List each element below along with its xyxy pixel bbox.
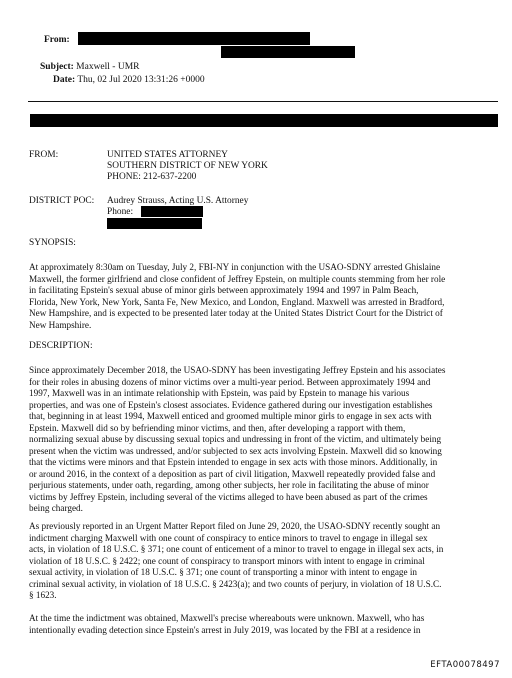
- date-line: Date: Thu, 02 Jul 2020 13:31:26 +0000: [53, 75, 205, 85]
- description-line: acts, in violation of 18 U.S.C. § 371; one count of enticement of a minor to travel to engage in illegal sex acts, in: [29, 544, 444, 554]
- description-line: or around 2016, in the context of a deposition as part of civil litigation, Maxwell repeatedly provided false and: [29, 468, 436, 479]
- redacted-from-2: [221, 46, 355, 58]
- synopsis-line: Florida, New York, New York, Santa Fe, New Mexico, and London, England. Maxwell was arrested in Bradford,: [29, 296, 445, 307]
- description-line: § 1623.: [29, 590, 57, 600]
- memo-from-line-3: PHONE: 212-637-2200: [107, 172, 197, 182]
- synopsis-line: New Hampshire, and is expected to be presented later today at the United States District Court for the District of: [29, 308, 443, 318]
- description-line: normalizing sexual abuse by discussing sexual topics and undressing in front of the victim, and ultimately being: [29, 434, 442, 444]
- synopsis-line: Maxwell, the former girlfriend and close confident of Jeffrey Epstein, on multiple counts stemming from her role: [29, 273, 446, 284]
- memo-from-line-1: UNITED STATES ATTORNEY: [107, 150, 228, 160]
- synopsis-label: SYNOPSIS:: [29, 238, 76, 248]
- poc-phone-label: Phone:: [107, 207, 134, 217]
- description-paragraph-3: [29, 613, 499, 636]
- description-line: Epstein. Maxwell did so by befriending minor victims, and then, after developing a rapport with them,: [29, 422, 406, 433]
- document-id: EFTA00078497: [430, 660, 500, 670]
- memo-from-line-2: SOUTHERN DISTRICT OF NEW YORK: [107, 161, 268, 171]
- description-line: Since approximately December 2018, the USAO-SDNY has been investigating Jeffrey Epstein and his associates: [29, 365, 446, 375]
- poc-label: DISTRICT POC:: [29, 196, 95, 206]
- memo-from-label: FROM:: [29, 150, 59, 160]
- subject-line: Subject: Maxwell - UMR: [40, 62, 140, 72]
- synopsis-paragraph: [29, 262, 499, 331]
- from-label: From:: [44, 35, 70, 45]
- description-line: that the victims were minors and that Epstein intended to engage in sex acts with those minors. Additionally, in: [29, 457, 438, 467]
- redacted-recipients: [30, 114, 498, 127]
- description-line: that, beginning in at least 1994, Maxwell enticed and groomed multiple minor girls to engage in sex acts with: [29, 411, 432, 421]
- subject-value: Maxwell - UMR: [76, 62, 140, 72]
- redacted-from: [78, 32, 310, 45]
- description-line: victims by Jeffrey Epstein, including several of the victims alleged to have been abused as part of the crimes: [29, 491, 428, 502]
- redacted-phone: [141, 206, 203, 217]
- synopsis-line: in facilitating Epstein's sexual abuse of minor girls between approximately 1994 and 1997 in Palm Beach,: [29, 285, 419, 295]
- header-divider: [28, 101, 498, 102]
- description-line: At the time the indictment was obtained, Maxwell's precise whereabouts were unknown. Maxwell, who has: [29, 613, 425, 623]
- description-line: perjurious statements, under oath, regarding, among other subjects, her role in facilitating the abuse of minor: [29, 480, 429, 490]
- description-line: sexual activity, in violation of 18 U.S.C. § 371; one count of transporting a minor with intent to engage in: [29, 567, 418, 577]
- date-value: Thu, 02 Jul 2020 13:31:26 +0000: [77, 75, 205, 85]
- synopsis-line: At approximately 8:30am on Tuesday, July 2, FBI-NY in conjunction with the USAO-SDNY arrested Ghislaine: [29, 262, 441, 272]
- description-line: properties, and was one of Epstein's closest associates. Evidence gathered during our investigation establishes: [29, 399, 433, 410]
- redacted-phone-2: [107, 218, 202, 229]
- description-line: 1997, Maxwell was in an intimate relationship with Epstein, was paid by Epstein to manage his various: [29, 388, 410, 398]
- description-line: being charged.: [29, 503, 83, 513]
- poc-name: Audrey Strauss, Acting U.S. Attorney: [107, 196, 249, 206]
- description-label: DESCRIPTION:: [29, 341, 93, 351]
- description-line: present when the victim was undressed, and/or subjected to sex acts involving Epstein. Maxwell did so knowing: [29, 445, 442, 456]
- description-paragraph-2: [29, 521, 499, 602]
- description-paragraph-1: [29, 365, 499, 515]
- description-line: criminal sexual activity, in violation of 18 U.S.C. § 2423(a); and two counts of perjury, in violation of 18 U.S.C.: [29, 578, 442, 589]
- description-line: indictment charging Maxwell with one count of conspiracy to entice minors to travel to engage in illegal sex: [29, 532, 428, 543]
- description-line: for their roles in abusing dozens of minor victims over a multi-year period. Between approximately 1994 and: [29, 376, 431, 387]
- description-line: As previously reported in an Urgent Matter Report filed on June 29, 2020, the USAO-SDNY recently sought an: [29, 521, 441, 531]
- description-line: intentionally evading detection since Epstein's arrest in July 2019, was located by the FBI at a residence in: [29, 624, 421, 635]
- description-line: violation of 18 U.S.C. § 2422; one count of conspiracy to transport minors with intent to engage in criminal: [29, 555, 425, 566]
- synopsis-line: New Hampshire.: [29, 319, 92, 330]
